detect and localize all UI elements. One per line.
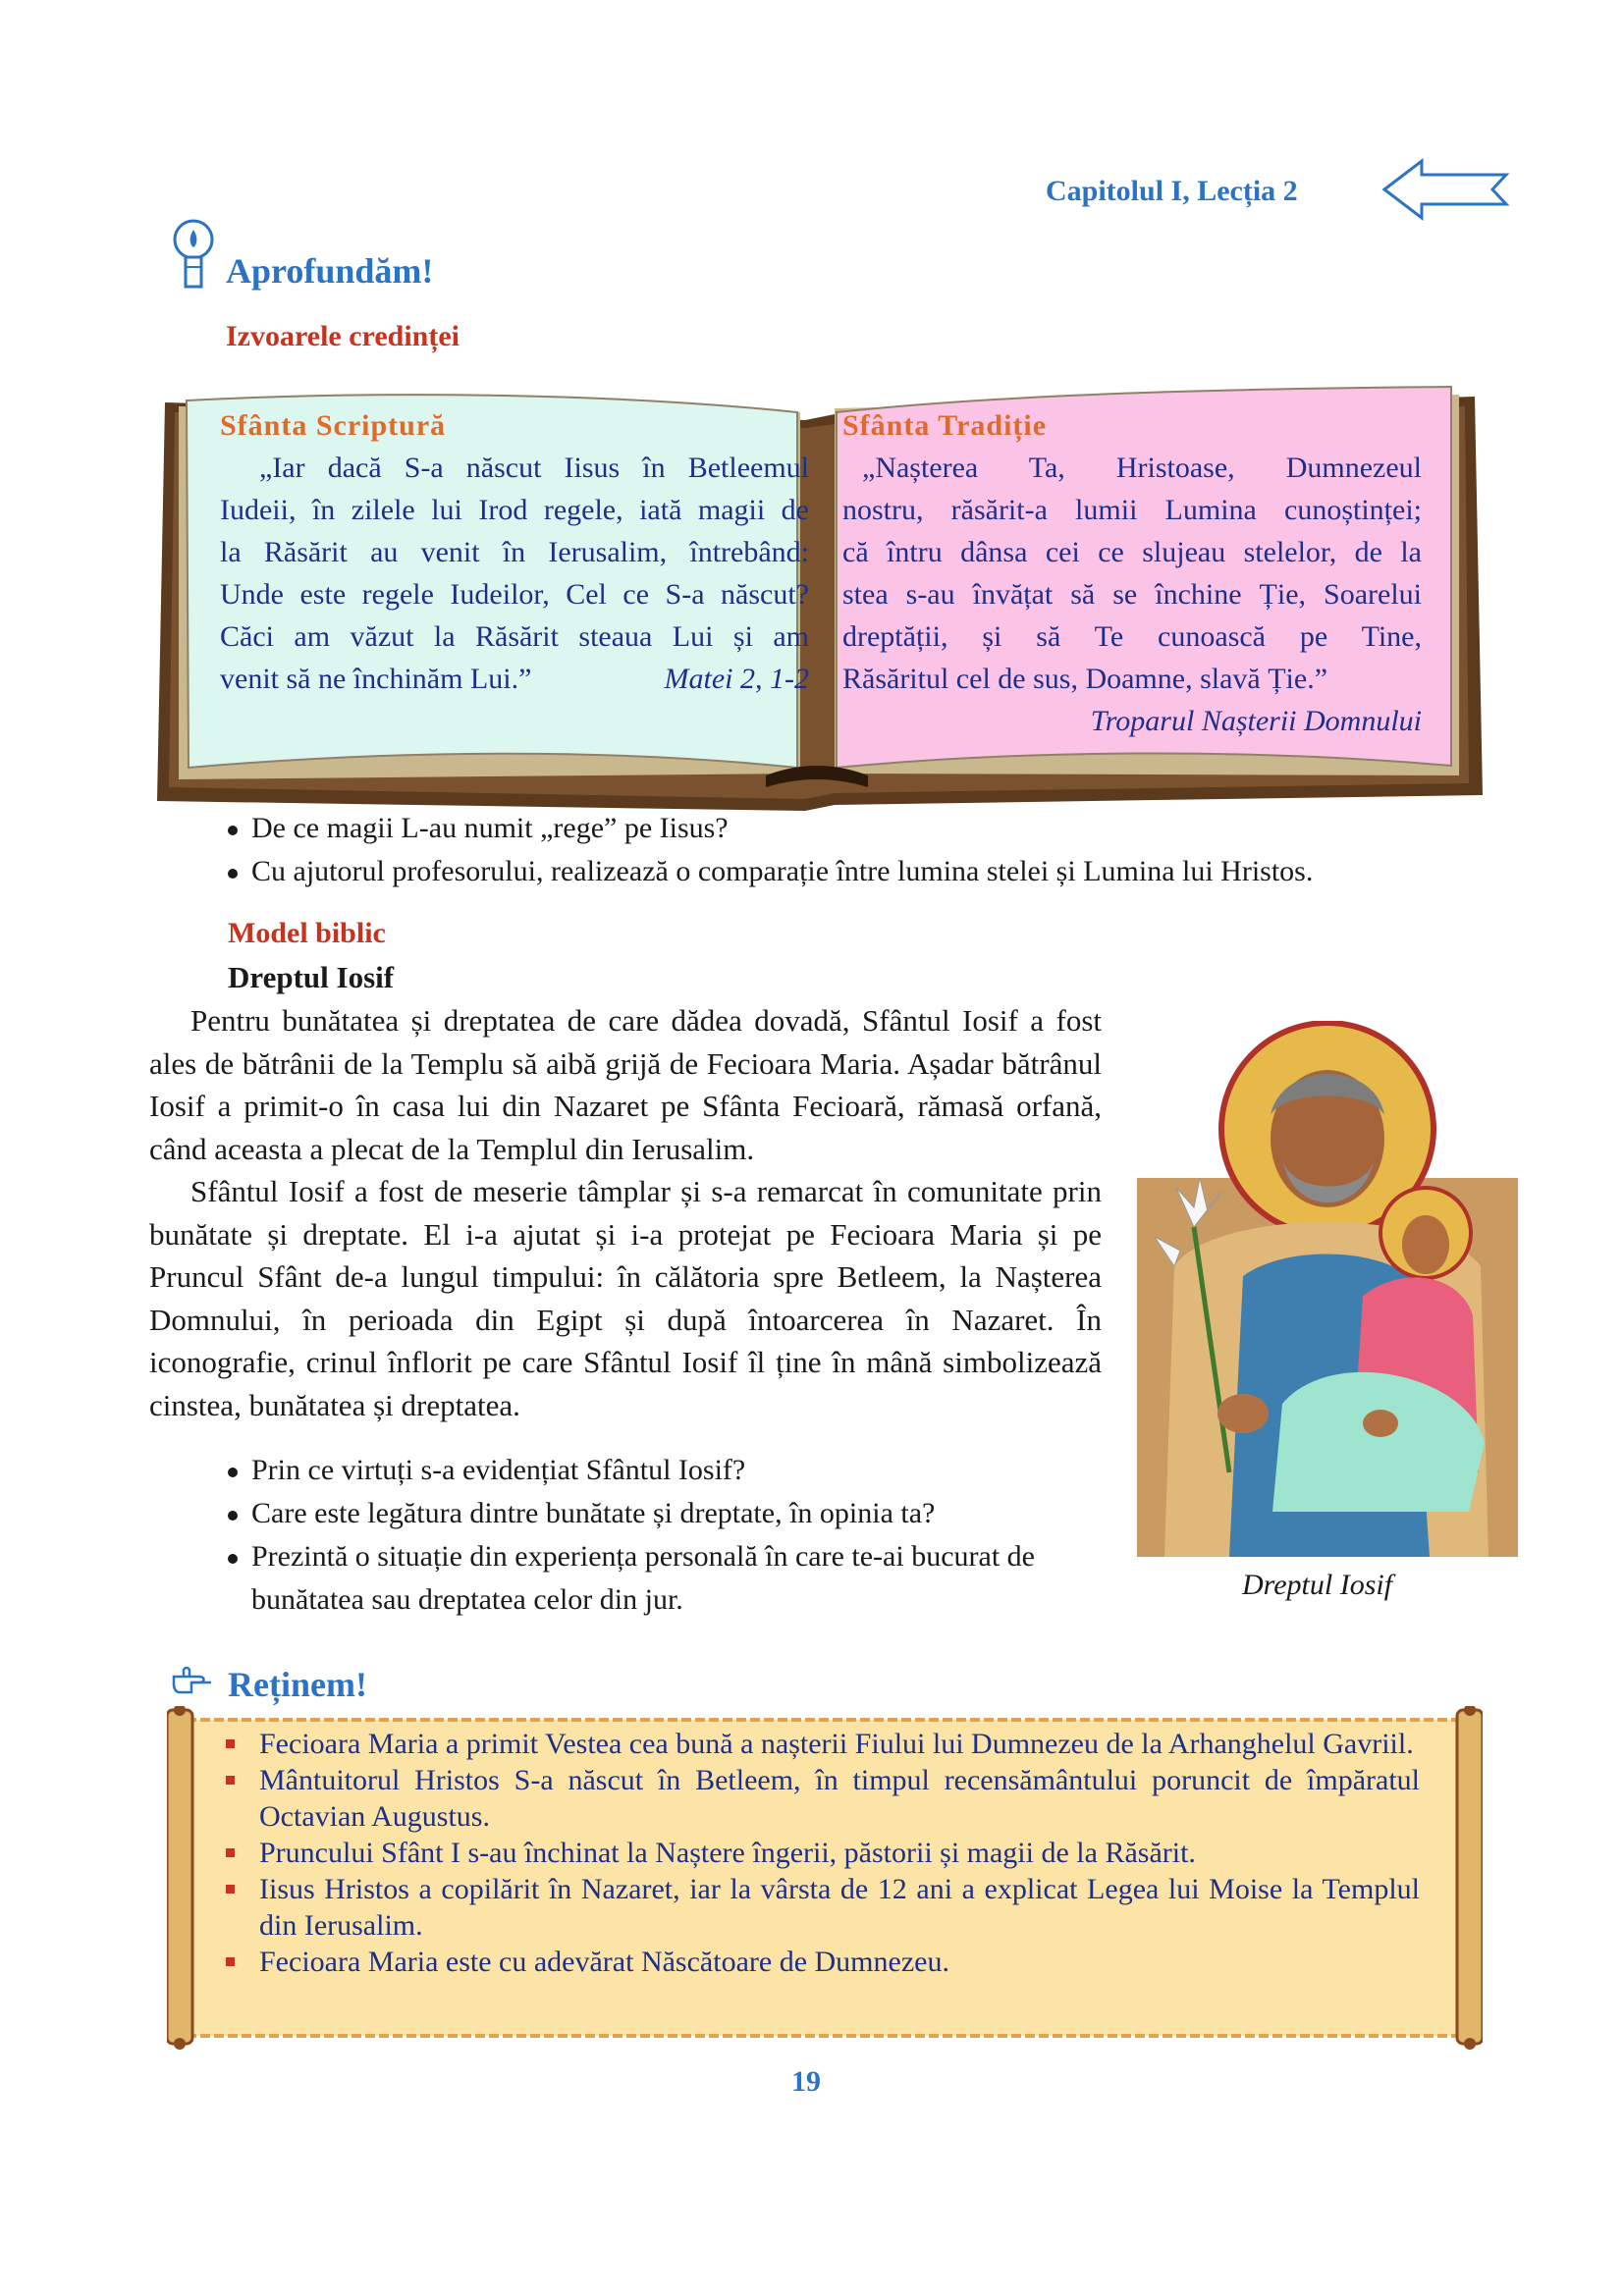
retain-item: Fecioara Maria a primit Vestea cea bună a nașterii Fiului lui Dumnezeu de la Arhanghelul Gavriil. <box>222 1726 1420 1762</box>
lightbulb-candle-icon <box>169 218 218 291</box>
model-title: Dreptul Iosif <box>228 960 395 994</box>
question-item: Cu ajutorul profesorului, realizează o comparație între lumina stelei și Lumina lui Hristos. <box>222 850 1498 893</box>
retain-item: Mântuitorul Hristos S-a născut în Betleem, în timpul recensământului poruncit de împăratul Octavian Augustus. <box>222 1762 1420 1835</box>
tradition-line: că întru dânsa cei ce slujeau stelelor, de la <box>842 536 1422 568</box>
model-body <box>149 999 1102 1426</box>
scripture-line: venit să ne închinăm Lui.” <box>220 663 532 695</box>
chapter-label: Capitolul I, Lecția 2 <box>1046 175 1298 207</box>
scripture-line: „Iar dacă S-a născut Iisus în Betleemul <box>259 452 809 484</box>
retain-item: Pruncului Sfânt I s-au închinat la Naștere îngerii, păstorii și magii de la Răsărit. <box>222 1835 1420 1871</box>
retain-item: Iisus Hristos a copilărit în Nazaret, iar la vârsta de 12 ani a explicat Legea lui Moise la Templul din Ierusalim. <box>222 1871 1420 1944</box>
retain-list <box>222 1726 1420 1980</box>
paragraph: Sfântul Iosif a fost de meserie tâmplar și s-a remarcat în comunitate prin bunătate și dreptate. El i-a ajutat și i-a protejat pe Fecioara Maria și pe Pruncul Sfânt de-a lungul timpului: în călătoria spre Betleem, la Nașterea Domnului, în perioada din Egipt și după întoarcerea în Nazaret. În iconografie, crinul înflorit pe care Sfântul Iosif îl ține în mână simbolizează cinstea, bunătatea și dreptatea. <box>149 1174 1102 1422</box>
scripture-line: la Răsărit au venit în Ierusalim, întrebând: <box>220 536 809 568</box>
question-item: Prezintă o situație din experiența personală în care te-ai bucurat de bunătatea sau dreptatea celor din jur. <box>222 1535 1106 1622</box>
question-item: Care este legătura dintre bunătate și dreptate, în opinia ta? <box>222 1492 1106 1535</box>
tradition-source: Troparul Nașterii Domnului <box>1090 705 1422 737</box>
page-number: 19 <box>791 2065 821 2098</box>
model-label: Model biblic <box>228 917 386 949</box>
tradition-page <box>842 404 1422 742</box>
tradition-line: nostru, răsărit-a lumii Lumina cunoștinței; <box>842 494 1422 526</box>
scripture-line: Iudeii, în zilele lui Irod regele, iată magii de <box>220 494 809 526</box>
pointing-hand-icon <box>172 1663 221 1696</box>
left-arrow-icon <box>1382 157 1510 222</box>
questions-list <box>222 1449 1106 1622</box>
question-item: De ce magii L-au numit „rege” pe Iisus? <box>222 807 1498 850</box>
tradition-line: „Nașterea Ta, Hristoase, Dumnezeul <box>862 452 1422 484</box>
saint-joseph-icon-image <box>1135 1021 1520 1559</box>
section-title: Aprofundăm! <box>226 251 434 291</box>
tradition-line: dreptății, și să Te cunoască pe Tine, <box>842 620 1422 653</box>
scripture-page <box>220 404 809 700</box>
tradition-line: Răsăritul cel de sus, Doamne, slavă Ție.” <box>842 663 1328 695</box>
scripture-heading: Sfânta Scriptură <box>220 409 447 442</box>
questions-list <box>222 807 1498 893</box>
scripture-line: Unde este regele Iudeilor, Cel ce S-a născut? <box>220 578 809 611</box>
retain-item: Fecioara Maria este cu adevărat Născătoare de Dumnezeu. <box>222 1944 1420 1980</box>
scripture-line: Căci am văzut la Răsărit steaua Lui și am <box>220 620 809 653</box>
question-item: Prin ce virtuți s-a evidențiat Sfântul Iosif? <box>222 1449 1106 1492</box>
section-subtitle: Izvoarele credinței <box>226 320 460 352</box>
paragraph: Pentru bunătatea și dreptatea de care dădea dovadă, Sfântul Iosif a fost ales de bătrânii de la Templu să aibă grijă de Fecioara Maria. Așadar bătrânul Iosif a primit-o în casa lui din Nazaret pe Sfânta Fecioară, rămasă orfană, când aceasta a plecat de la Templul din Ierusalim. <box>149 1003 1102 1166</box>
image-caption: Dreptul Iosif <box>1242 1569 1393 1601</box>
retain-title: Reținem! <box>228 1665 367 1704</box>
scripture-source: Matei 2, 1-2 <box>664 663 809 695</box>
tradition-heading: Sfânta Tradiție <box>842 409 1048 442</box>
tradition-line: stea s-au învățat să se închine Ție, Soarelui <box>842 578 1422 611</box>
